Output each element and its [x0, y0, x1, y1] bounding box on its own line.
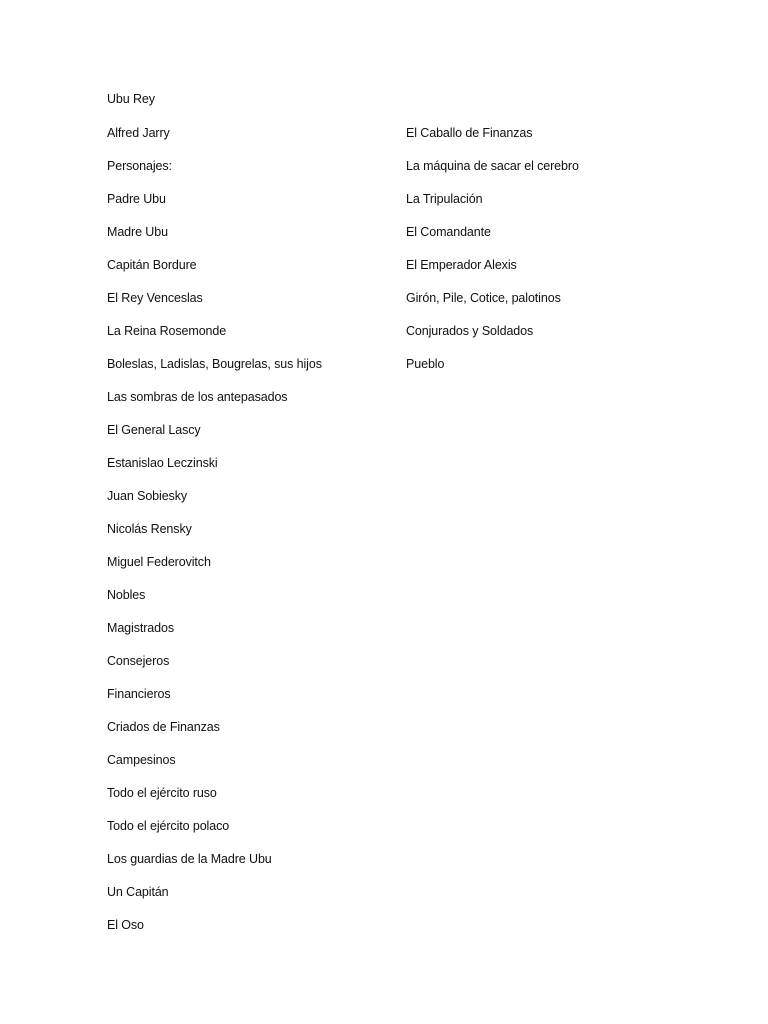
character-list-right [406, 125, 579, 389]
document-title: Ubu Rey [107, 92, 155, 106]
character-list-left [107, 125, 322, 950]
list-item: El Emperador Alexis [406, 258, 517, 272]
list-item: Consejeros [107, 654, 170, 668]
list-item: Todo el ejército polaco [107, 819, 230, 833]
list-item: El General Lascy [107, 423, 201, 437]
list-item: Madre Ubu [107, 225, 168, 239]
list-item: El Oso [107, 918, 144, 932]
list-item: Capitán Bordure [107, 258, 197, 272]
list-item: El Rey Venceslas [107, 291, 203, 305]
list-item: Nobles [107, 588, 146, 602]
list-item: Pueblo [406, 357, 445, 371]
list-item: Las sombras de los antepasados [107, 390, 288, 404]
list-item: Financieros [107, 687, 171, 701]
list-item: La máquina de sacar el cerebro [406, 159, 579, 173]
list-item: Boleslas, Ladislas, Bougrelas, sus hijos [107, 357, 322, 371]
list-item: Personajes: [107, 159, 172, 173]
list-item: Todo el ejército ruso [107, 786, 217, 800]
list-item: Campesinos [107, 753, 176, 767]
list-item: Miguel Federovitch [107, 555, 211, 569]
list-item: Magistrados [107, 621, 174, 635]
list-item: Alfred Jarry [107, 126, 170, 140]
list-item: Padre Ubu [107, 192, 166, 206]
list-item: Girón, Pile, Cotice, palotinos [406, 291, 561, 305]
list-item: Estanislao Leczinski [107, 456, 218, 470]
list-item: Conjurados y Soldados [406, 324, 534, 338]
list-item: Un Capitán [107, 885, 169, 899]
list-item: Juan Sobiesky [107, 489, 187, 503]
list-item: Criados de Finanzas [107, 720, 220, 734]
list-item: El Comandante [406, 225, 491, 239]
list-item: Los guardias de la Madre Ubu [107, 852, 272, 866]
list-item: Nicolás Rensky [107, 522, 192, 536]
list-item: La Reina Rosemonde [107, 324, 227, 338]
list-item: La Tripulación [406, 192, 483, 206]
list-item: El Caballo de Finanzas [406, 126, 533, 140]
